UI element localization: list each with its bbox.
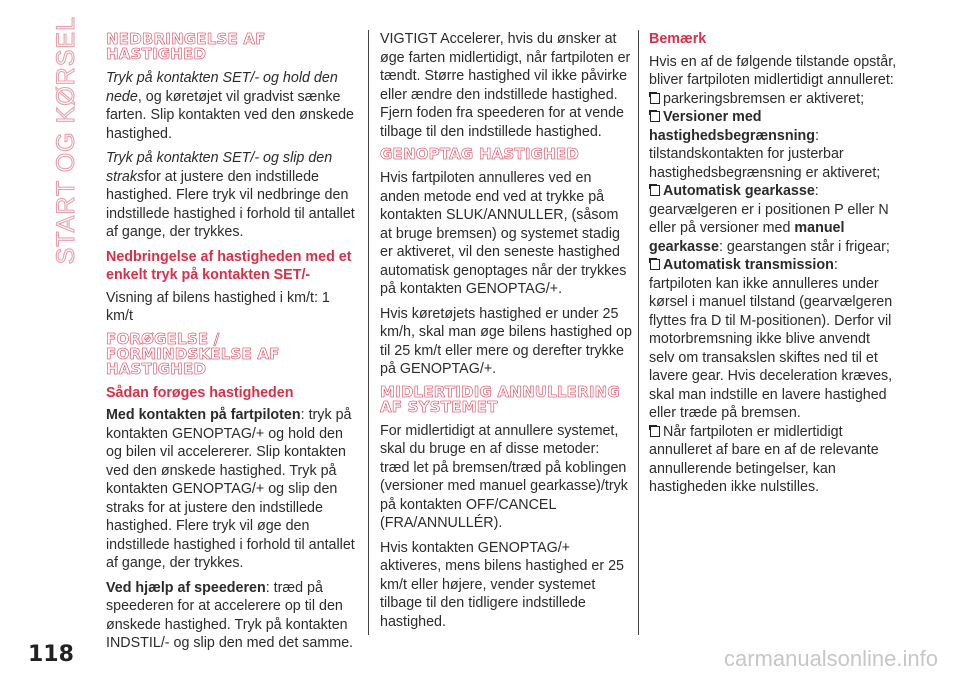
note-title: Bemærk xyxy=(649,31,707,47)
paragraph: Tryk på kontakten SET/- og slip den straksfor at justere den indstillede hastighed. Flere tryk vil nedbringe den indstillede hastighed i forhold til antallet af gange, der trykkes. xyxy=(106,150,355,240)
paragraph: Hvis kontakten GENOPTAG/+ aktiveres, mens bilens hastighed er 25 km/t eller højere, vender systemet tilbage til den tidligere indstillede hastighed. xyxy=(380,539,624,630)
bullet-icon xyxy=(650,111,660,122)
heading-temporary-cancel: MIDLERTIDIG ANNULLERING AF SYSTEMET xyxy=(380,382,620,416)
bullet-icon xyxy=(650,426,660,437)
paragraph: VIGTIGT Accelerer, hvis du ønsker at øge farten midlertidigt, når fartpiloten er tændt. Større hastighed vil ikke påvirke eller ændre den indstillede hastighed. Fjern foden fra speederen for at vende tilbage til den indstillede hastighed. xyxy=(380,31,631,140)
bullet-icon xyxy=(650,93,660,104)
paragraph: Ved hjælp af speederen: træd på speederen for at accelerere op til den ønskede hastighed. Tryk på kontakten INDSTIL/- og slip den med det samme. xyxy=(106,579,354,651)
page-number: 118 xyxy=(28,642,74,667)
list-item: Automatisk gearkasse: gearvælgeren er i positionen P eller N eller på versioner med manuel gearkasse: gearstangen står i frigear; xyxy=(649,183,890,255)
list-item: Versioner med hastighedsbegrænsning: tilstandskontakten for justerbar hastighedsbegrænsning er aktiveret; xyxy=(649,109,881,181)
column-divider xyxy=(638,30,639,635)
paragraph: Visning af bilens hastighed i km/t: 1 km/t xyxy=(106,289,330,324)
heading-decrease-speed: NEDBRINGELSE AF HASTIGHED xyxy=(106,30,266,63)
paragraph: For midlertidigt at annullere systemet, skal du bruge en af disse metoder: træd let på bremsen/træd på koblingen (versioner med manuel gearkasse)/tryk på kontakten OFF/CANCEL (FRA/ANNULLÉR). xyxy=(380,422,628,531)
heading-increase-decrease: FORØGELSE / FORMINDSKELSE AF HASTIGHED xyxy=(106,329,280,378)
column-3 xyxy=(649,30,899,497)
column-2 xyxy=(380,30,632,637)
paragraph: Hvis fartpiloten annulleres ved en anden metode end ved at trykke på kontakten SLUK/ANNULLER, (såsom at bruge bremsen) og systemet stadig er aktiveret, vil den seneste hastighed automatisk genoptages når der trykkes på kontakten GENOPTAG/+. xyxy=(380,170,627,297)
section-side-title: START OG KØRSEL xyxy=(52,16,80,265)
bullet-icon xyxy=(650,185,660,196)
subheading-single-press: Nedbringelse af hastigheden med et enkelt tryk på kontakten SET/- xyxy=(106,248,352,283)
subheading-how-to-increase: Sådan forøges hastigheden xyxy=(106,384,294,401)
watermark: carmanualsonline.info xyxy=(723,646,938,671)
list-item: Automatisk transmission: fartpiloten kan ikke annulleres under kørsel i manuel tilstand (gearvælgeren flyttes fra D til M-positionen). Derfor vil motorbremsning ikke blive anvendt selv om transakslen skiftes ned til et lavere gear. Hvis deceleration kræves, skal man indstille en lavere hastighed eller træde på bremsen. xyxy=(649,257,893,421)
heading-resume-speed: GENOPTAG HASTIGHED xyxy=(380,145,580,163)
column-1 xyxy=(106,30,359,659)
list-item: parkeringsbremsen er aktiveret; xyxy=(649,90,899,109)
paragraph: Hvis køretøjets hastighed er under 25 km/h, skal man øge bilens hastighed op til 25 km/t eller mere og derefter trykke på GENOPTAG/+. xyxy=(380,305,632,377)
paragraph: Med kontakten på fartpiloten: tryk på kontakten GENOPTAG/+ og hold den og bilen vil accelererer. Slip kontakten ved den ønskede hastighed. Tryk på kontakten GENOPTAG/+ og slip den straks for at justere den indstillede hastighed. Flere tryk vil øge den indstillede hastighed i forhold til antallet af gange, der trykkes. xyxy=(106,407,355,571)
list-item: Når fartpiloten er midlertidigt annulleret af bare en af de relevante annullerende betingelser, kan hastigheden ikke nulstilles. xyxy=(649,423,879,495)
paragraph: Tryk på kontakten SET/- og hold den nede, og køretøjet vil gradvist sænke farten. Slip kontakten ved den ønskede hastighed. xyxy=(106,70,354,142)
bullet-icon xyxy=(650,259,660,270)
column-divider xyxy=(368,30,369,635)
note-intro: Hvis en af de følgende tilstande opstår, bliver fartpiloten midlertidigt annulleret: xyxy=(649,53,897,88)
